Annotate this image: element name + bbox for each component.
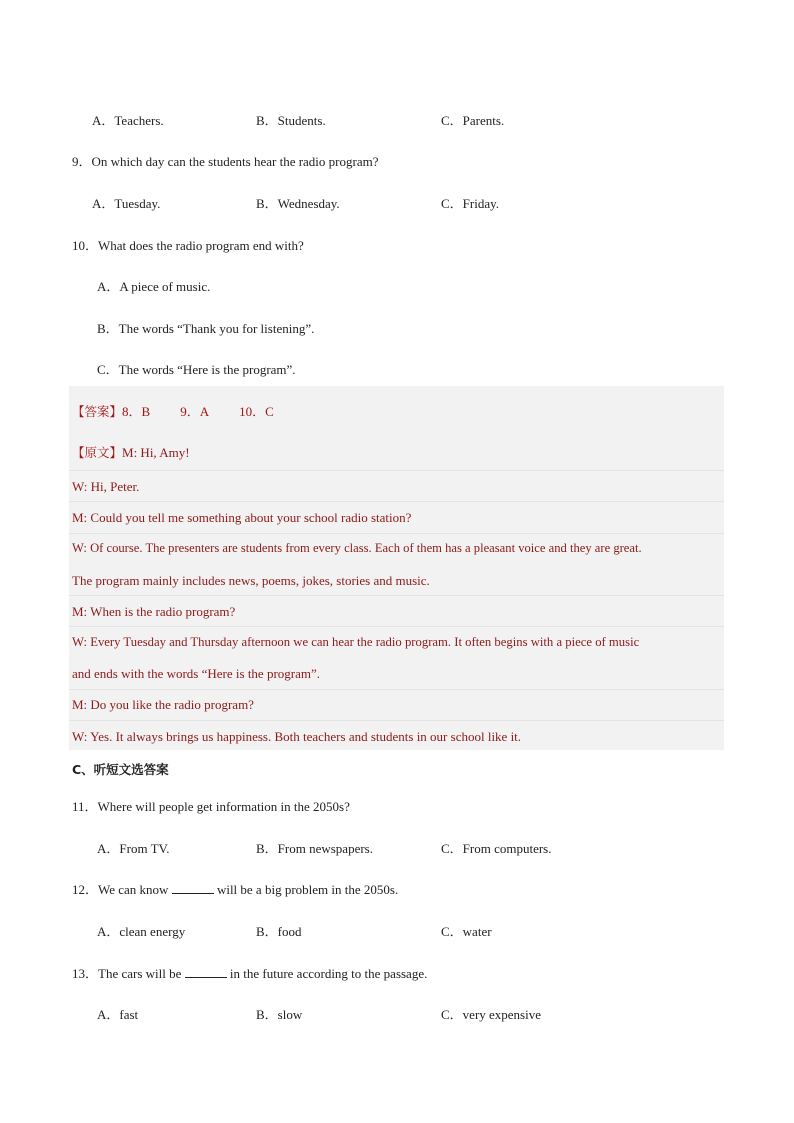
divider: [69, 720, 724, 721]
q13-option-b: B．slow: [256, 1007, 303, 1022]
transcript-line: W: Every Tuesday and Thursday afternoon we can hear the radio program. It often begins with a piece of music: [72, 635, 640, 649]
q11-option-c: C．From computers.: [441, 841, 552, 856]
answer-10: 10．C: [239, 404, 274, 419]
answer-blank: [172, 882, 214, 894]
q11-option-b: B．From newspapers.: [256, 841, 373, 856]
transcript-line: W: Of course. The presenters are students from every class. Each of them has a pleasant voice and they are great.: [72, 541, 642, 555]
q11-option-a: A．From TV.: [97, 841, 170, 856]
transcript-line: W: Hi, Peter.: [72, 479, 140, 494]
q12-option-c: C．water: [441, 924, 492, 939]
question-11: 11．Where will people get information in the 2050s?: [72, 799, 350, 814]
q10-option-a: A．A piece of music.: [97, 279, 211, 294]
question-12-text-pre: 12．We can know: [72, 882, 169, 897]
question-9: 9．On which day can the students hear the radio program?: [72, 154, 379, 169]
divider: [69, 470, 724, 471]
transcript-line: and ends with the words “Here is the program”.: [72, 666, 321, 681]
transcript-first-line: [72, 443, 190, 461]
question-13: [72, 963, 427, 982]
question-13-text-post: in the future according to the passage.: [229, 966, 428, 981]
divider: [69, 501, 724, 502]
q9-option-c: C．Friday.: [441, 196, 500, 211]
q9-option-b: B．Wednesday.: [256, 196, 340, 211]
answer-panel: [69, 386, 724, 750]
question-10: 10．What does the radio program end with?: [72, 238, 304, 253]
divider: [69, 595, 724, 596]
transcript-line: M: Could you tell me something about your school radio station?: [72, 510, 412, 525]
transcript-line: M: Hi, Amy!: [122, 445, 190, 460]
transcript-line: M: Do you like the radio program?: [72, 697, 254, 712]
answer-tag: 【答案】: [72, 404, 123, 419]
q8-option-b: B．Students.: [256, 113, 326, 128]
transcript-tag: 【原文】: [72, 445, 123, 460]
answer-blank: [185, 966, 227, 978]
divider: [69, 689, 724, 690]
q10-option-b: B．The words “Thank you for listening”.: [97, 321, 315, 336]
question-12-text-post: will be a big problem in the 2050s.: [216, 882, 399, 897]
q13-option-c: C．very expensive: [441, 1007, 542, 1022]
answer-9: 9．A: [180, 404, 210, 419]
section-c-title: C、听短文选答案: [72, 762, 169, 777]
q12-option-b: B．food: [256, 924, 302, 939]
q10-option-c: C．The words “Here is the program”.: [97, 362, 296, 377]
transcript-line: M: When is the radio program?: [72, 604, 236, 619]
q12-option-a: A．clean energy: [97, 924, 186, 939]
transcript-line: The program mainly includes news, poems, jokes, stories and music.: [72, 573, 430, 588]
question-12: [72, 879, 398, 898]
answer-8: 8．B: [122, 404, 151, 419]
q8-option-c: C．Parents.: [441, 113, 505, 128]
divider: [69, 626, 724, 627]
q8-option-a: A．Teachers.: [92, 113, 164, 128]
answer-line: [72, 401, 274, 420]
q9-option-a: A．Tuesday.: [92, 196, 161, 211]
transcript-line: W: Yes. It always brings us happiness. Both teachers and students in our school like it.: [72, 729, 522, 744]
question-13-text-pre: 13．The cars will be: [72, 966, 182, 981]
q13-option-a: A．fast: [97, 1007, 139, 1022]
divider: [69, 533, 724, 534]
